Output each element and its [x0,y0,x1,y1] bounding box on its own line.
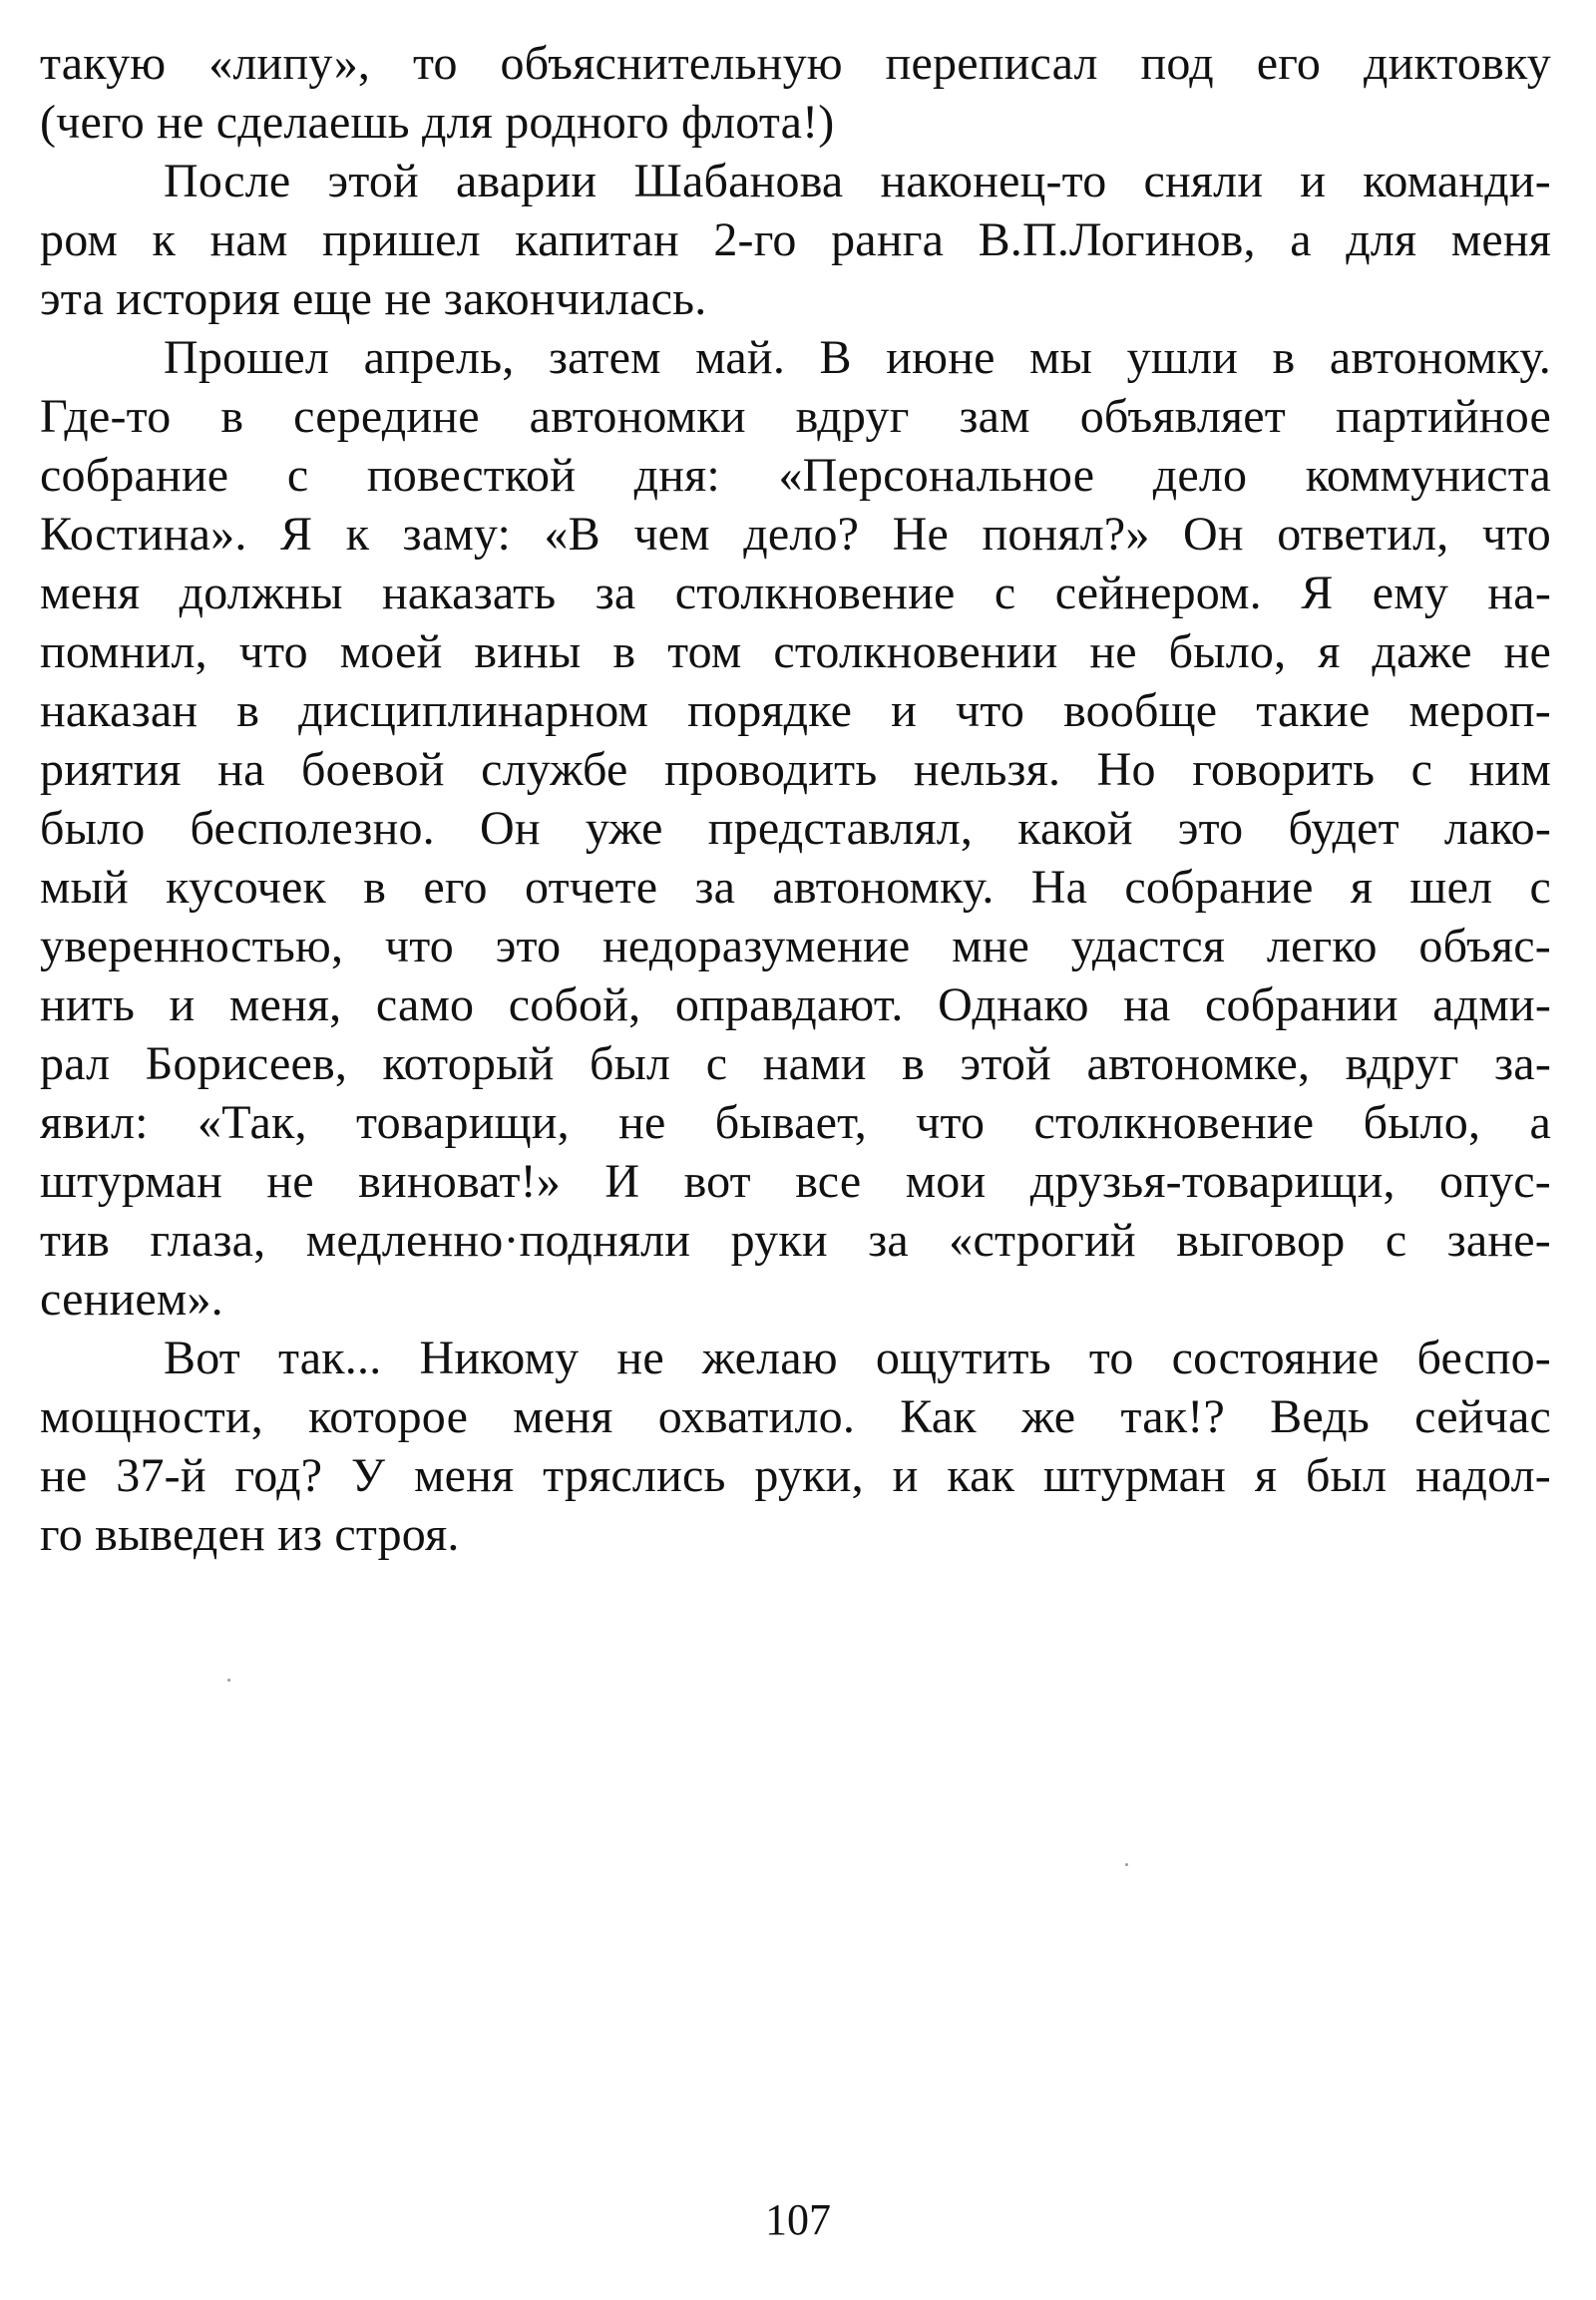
text-line: (чего не сделаешь для родного флота!) [40,96,835,149]
text-line: не 37-й год? У меня тряслись руки, и как штурман я был надол- [40,1449,1551,1502]
text-line: штурман не виноват!» И вот все мои друзья-товарищи, опус- [40,1155,1551,1208]
text-line: Вот так... Никому не желаю ощутить то состояние беспо- [164,1332,1551,1384]
text-line: ром к нам пришел капитан 2-го ранга В.П.Логинов, а для меня [40,213,1551,266]
scan-speck [1125,1863,1128,1866]
text-line: собрание с повесткой дня: «Персональное дело коммуниста [40,449,1551,502]
text-line: явил: «Так, товарищи, не бывает, что столкновение было, а [40,1096,1551,1149]
text-line: помнил, что моей вины в том столкновении не было, я даже не [40,625,1551,678]
text-line: наказан в дисциплинарном порядке и что вообще такие мероп- [40,684,1551,737]
text-line: мый кусочек в его отчете за автономку. На собрание я шел с [40,861,1551,914]
text-line: После этой аварии Шабанова наконец-то сняли и команди- [164,155,1551,207]
text-line: сением». [40,1273,223,1326]
scan-speck [227,1679,230,1682]
text-line: тив глаза, медленно·подняли руки за «строгий выговор с зане- [40,1214,1551,1267]
text-line: уверенностью, что это недоразумение мне удастся легко объяс- [40,920,1551,972]
text-line: Где-то в середине автономки вдруг зам объявляет партийное [40,390,1551,443]
page-number: 107 [765,2195,831,2244]
text-line: Прошел апрель, затем май. В июне мы ушли в автономку. [164,331,1551,384]
text-line: рал Борисеев, который был с нами в этой автономке, вдруг за- [40,1037,1551,1090]
text-line: эта история еще не закончилась. [40,272,707,325]
text-line: меня должны наказать за столкновение с сейнером. Я ему на- [40,567,1551,619]
text-line: мощности, которое меня охватило. Как же так!? Ведь сейчас [40,1390,1551,1443]
text-line: Костина». Я к заму: «В чем дело? Не понял?» Он ответил, что [40,508,1551,561]
text-line: такую «липу», то объяснительную переписал под его диктовку [40,37,1551,90]
text-line: нить и меня, само собой, оправдают. Однако на собрании адми- [40,978,1551,1031]
text-line: риятия на боевой службе проводить нельзя. Но говорить с ним [40,743,1551,796]
text-line: го выведен из строя. [40,1508,460,1561]
text-line: было бесполезно. Он уже представлял, какой это будет лако- [40,802,1551,855]
page-text [40,34,1551,1564]
